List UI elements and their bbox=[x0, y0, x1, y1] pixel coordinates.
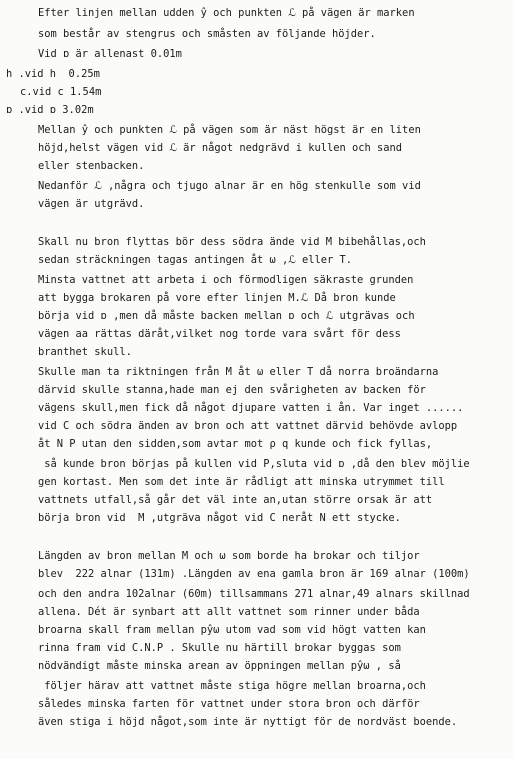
text-line: därvid skulle stanna,hade man ej den svårigheten av backen för bbox=[38, 384, 426, 396]
text-line: vägen är utgrävd. bbox=[38, 198, 145, 210]
text-line: Nedanför ℒ ,några och tjugo alnar är en hög stenkulle som vid bbox=[38, 180, 421, 192]
text-line: som består av stengrus och småsten av följande höjder. bbox=[38, 28, 376, 40]
text-line: ɒ .vid ɒ 3.02m bbox=[6, 104, 94, 116]
text-line: Mellan ŷ och punkten ℒ på vägen som är näst högst är en liten bbox=[38, 124, 421, 136]
text-line: nödvändigt måste minska arean av öppningen mellan pŷω , så bbox=[38, 660, 401, 672]
text-line: och den andra 102alnar (60m) tillsammans 271 alnar,49 alnars skillnad bbox=[38, 588, 470, 600]
text-line: börja bron vid M ,utgräva något vid C neråt N ett stycke. bbox=[38, 512, 401, 524]
text-line: h .vid h 0.25m bbox=[6, 68, 100, 80]
text-line: Längden av bron mellan M och ω som borde ha brokar och tiljor bbox=[38, 550, 420, 562]
text-line: så kunde bron börjas på kullen vid P,sluta vid ɒ ,då den blev möjlie bbox=[38, 458, 470, 470]
text-line: att bygga brokaren på vore efter linjen M.ℒ Då bron kunde bbox=[38, 292, 396, 304]
text-line: Efter linjen mellan udden ŷ och punkten ℒ på vägen är marken bbox=[38, 7, 415, 19]
text-line: höjd,helst vägen vid ℒ är något nedgrävd i kullen och sand bbox=[38, 142, 403, 154]
text-line: Vid ɒ är allenast 0.01m bbox=[38, 48, 182, 60]
text-line: åt N P utan den sidden,som avtar mot ρ q kunde och fick fyllas, bbox=[38, 438, 433, 450]
text-line: Skall nu bron flyttas bör dess södra ände vid M bibehållas,och bbox=[38, 236, 426, 248]
text-line: börja vid ɒ ,men då måste backen mellan ɒ och ℒ utgrävas och bbox=[38, 310, 415, 322]
text-line: vägens skull,men fick då något djupare vatten i ån. Var inget ...... bbox=[38, 402, 464, 414]
text-line: även stiga i höjd något,som inte är nyttigt för de nordväst boende. bbox=[38, 716, 458, 728]
text-line: blev 222 alnar (131m) .Längden av ena gamla bron är 169 alnar (100m) bbox=[38, 568, 470, 580]
text-line: Minsta vattnet att arbeta i och förmodligen säkraste grunden bbox=[38, 274, 414, 286]
text-line: allena. Dét är synbart att allt vattnet som rinner under båda bbox=[38, 606, 420, 618]
text-line: Skulle man ta riktningen från M åt ω eller T då norra broändarna bbox=[38, 366, 439, 378]
text-line: vid C och södra änden av bron och att vattnet därvid behövde avlopp bbox=[38, 420, 458, 432]
text-line: följer härav att vattnet måste stiga högre mellan broarna,och bbox=[38, 680, 426, 692]
text-line: eller stenbacken. bbox=[38, 160, 145, 172]
text-line: vägen aa rättas däråt,vilket nog torde vara svårt för dess bbox=[38, 328, 401, 340]
text-line: broarna skall fram mellan pŷω utom vad som vid högt vatten kan bbox=[38, 624, 426, 636]
text-line: sedan sträckningen tagas antingen åt ω ,ℒ eller T. bbox=[38, 254, 353, 266]
text-line: rinna fram vid C.N.P . Skulle nu härtill brokar byggas som bbox=[38, 642, 401, 654]
text-line: branthet skull. bbox=[38, 346, 132, 358]
text-line: vattnets utfall,så går det väl inte an,utan större orsak är att bbox=[38, 494, 433, 506]
text-line: c.vid c 1.54m bbox=[20, 86, 102, 98]
text-line: således minska farten för vattnet under stora bron och därför bbox=[38, 698, 420, 710]
text-line: gen kortast. Men som det inte är rådligt att minska utrymmet till bbox=[38, 476, 445, 488]
